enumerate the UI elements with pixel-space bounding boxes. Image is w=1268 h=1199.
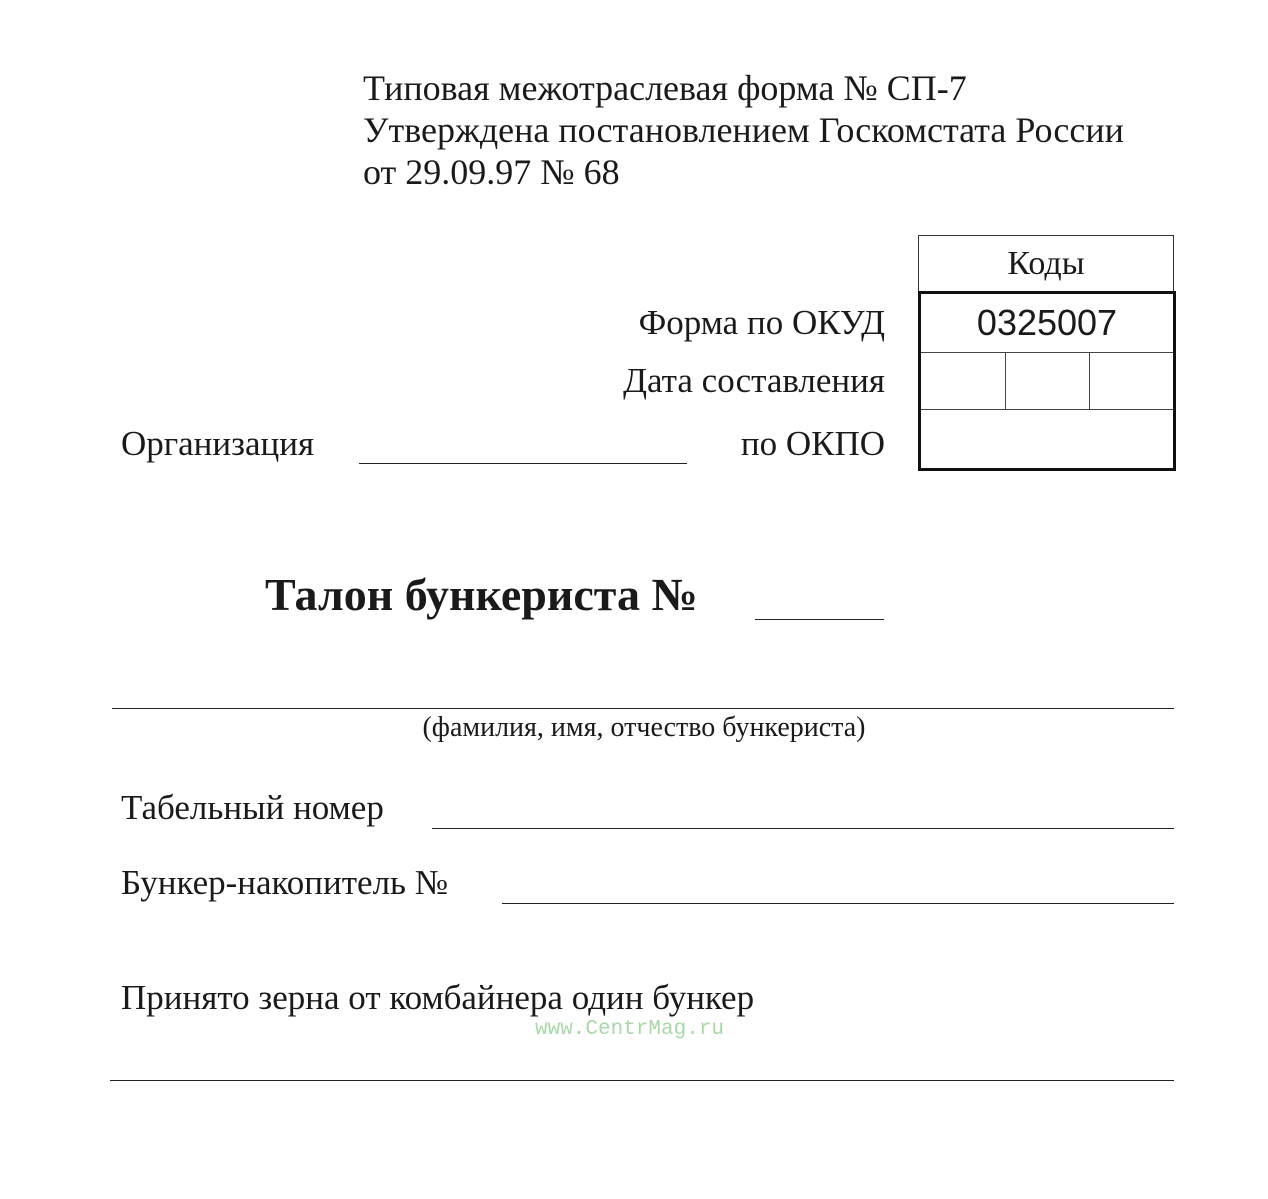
okud-label: Форма по ОКУД bbox=[638, 303, 885, 342]
okpo-cell[interactable] bbox=[921, 410, 1173, 468]
codes-box bbox=[918, 291, 1176, 471]
date-divider bbox=[1005, 352, 1006, 410]
watermark: www.CentrMag.ru bbox=[535, 1018, 725, 1041]
date-label: Дата составления bbox=[623, 361, 885, 400]
talon-number-field[interactable] bbox=[755, 619, 884, 620]
tab-number-field[interactable] bbox=[432, 828, 1174, 829]
bunker-field[interactable] bbox=[502, 903, 1174, 904]
bunker-label: Бункер-накопитель № bbox=[121, 863, 449, 902]
tab-number-label: Табельный номер bbox=[121, 788, 384, 827]
form-type-line: Типовая межотраслевая форма № СП-7 bbox=[363, 68, 967, 108]
fio-field[interactable] bbox=[112, 708, 1174, 709]
grain-field[interactable] bbox=[110, 1080, 1174, 1081]
organization-field[interactable] bbox=[359, 463, 687, 464]
fio-caption bbox=[0, 712, 1268, 744]
organization-label: Организация bbox=[121, 424, 315, 463]
approval-date-line: от 29.09.97 № 68 bbox=[363, 152, 620, 192]
fio-caption-text: (фамилия, имя, отчество бункериста) bbox=[422, 712, 866, 743]
date-cell[interactable] bbox=[921, 352, 1173, 410]
grain-label: Принято зерна от комбайнера один бункер bbox=[121, 978, 755, 1017]
approval-line: Утверждена постановлением Госкомстата России bbox=[363, 110, 1124, 150]
date-divider bbox=[1089, 352, 1090, 410]
codes-heading: Коды bbox=[918, 235, 1174, 292]
okpo-label: по ОКПО bbox=[740, 424, 885, 463]
okud-value: 0325007 bbox=[976, 302, 1118, 343]
document-title: Талон бункериста № bbox=[265, 569, 698, 620]
okud-cell[interactable] bbox=[921, 294, 1173, 353]
